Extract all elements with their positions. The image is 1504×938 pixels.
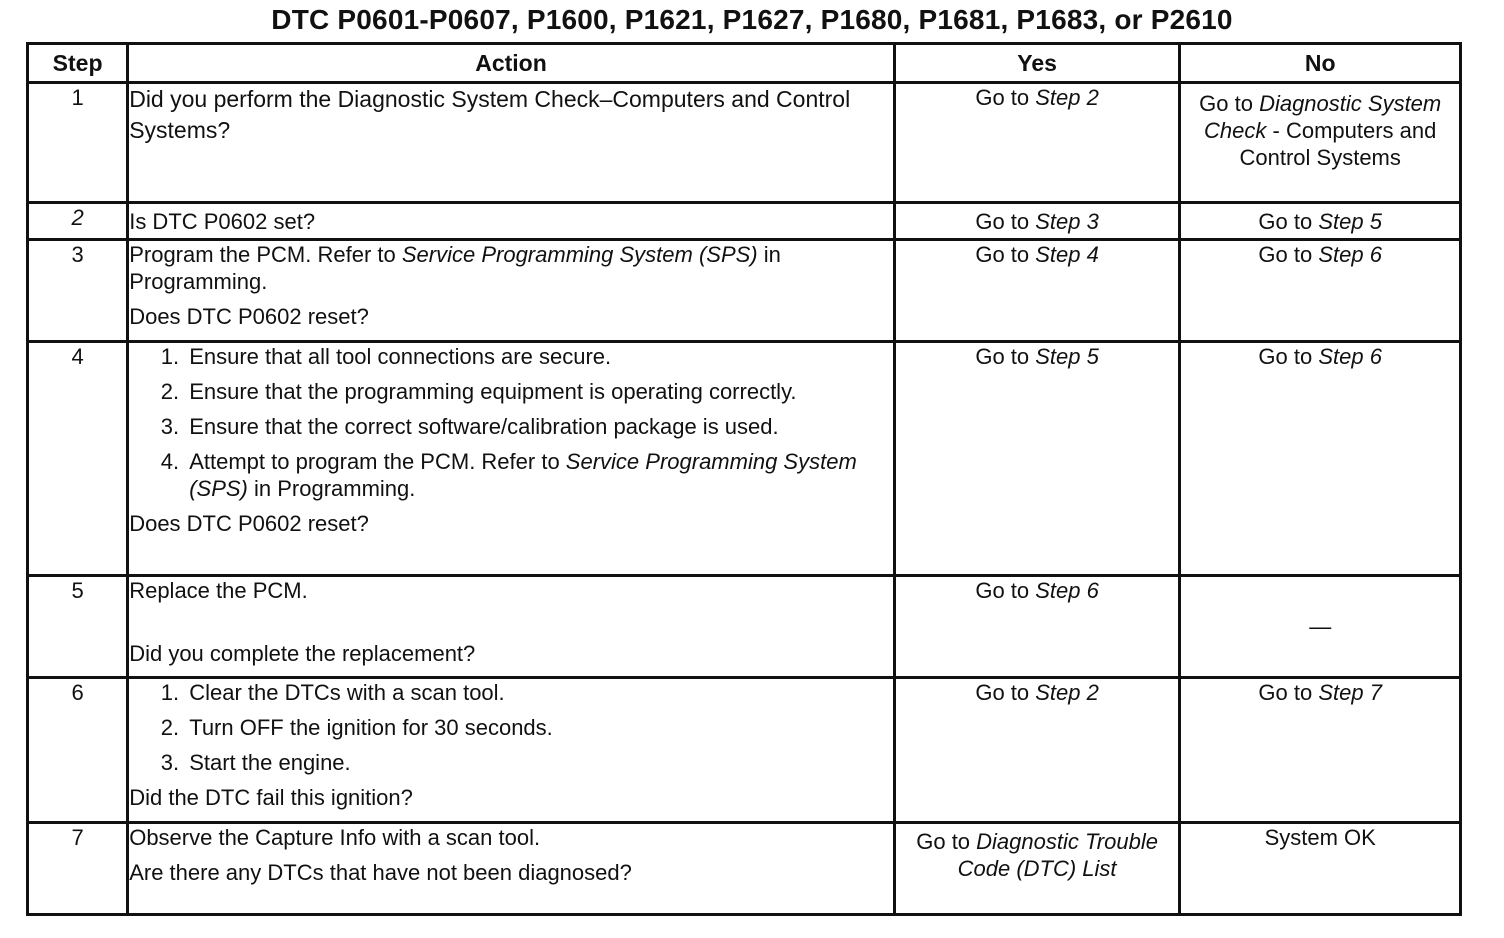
instruction-text: in Programming. <box>129 242 781 294</box>
action-question: Are there any DTCs that have not been diagnosed? <box>129 860 632 885</box>
no-cell <box>1180 823 1461 915</box>
no-value: System OK <box>1264 825 1376 850</box>
yes-cell <box>894 576 1180 678</box>
table-row <box>28 203 1461 240</box>
table-row <box>28 678 1461 823</box>
yes-link[interactable]: Diagnostic Trouble Code (DTC) List <box>957 829 1158 881</box>
no-cell <box>1180 240 1461 342</box>
yes-link[interactable]: Step 3 <box>1035 208 1099 234</box>
procedure-list <box>129 343 893 502</box>
no-prefix: Go to <box>1258 208 1319 234</box>
table-row <box>28 823 1461 915</box>
step-number: 5 <box>28 576 128 678</box>
action-question: Does DTC P0602 reset? <box>129 511 369 536</box>
list-item: 2. Turn OFF the ignition for 30 seconds. <box>185 714 893 741</box>
action-instruction <box>129 241 893 295</box>
instruction-text: Attempt to program the PCM. Refer to <box>189 449 566 474</box>
yes-cell <box>894 342 1180 576</box>
list-item <box>185 448 893 502</box>
action-cell <box>128 83 895 203</box>
no-link[interactable]: Diagnostic System Check <box>1204 91 1442 143</box>
action-cell <box>128 203 895 240</box>
no-cell <box>1180 203 1461 240</box>
header-row <box>28 44 1461 83</box>
no-link[interactable]: Step 6 <box>1318 344 1382 369</box>
no-cell <box>1180 576 1461 678</box>
yes-prefix: Go to <box>975 578 1036 603</box>
yes-link[interactable]: Step 2 <box>1035 85 1099 110</box>
no-suffix: - Computers and Control Systems <box>1239 118 1437 170</box>
yes-cell <box>894 678 1180 823</box>
list-item: 1. Clear the DTCs with a scan tool. <box>185 679 893 706</box>
yes-prefix: Go to <box>916 829 977 854</box>
action-cell <box>128 342 895 576</box>
action-question: Did the DTC fail this ignition? <box>129 785 413 810</box>
instruction-text: Program the PCM. Refer to <box>129 242 402 267</box>
no-link[interactable]: Step 5 <box>1318 208 1382 234</box>
yes-cell <box>894 823 1180 915</box>
list-item: 1. Ensure that all tool connections are secure. <box>185 343 893 370</box>
yes-cell <box>894 83 1180 203</box>
action-question: Is DTC P0602 set? <box>129 208 316 234</box>
yes-cell <box>894 240 1180 342</box>
action-cell <box>128 823 895 915</box>
action-instruction: Observe the Capture Info with a scan tool. <box>129 825 541 850</box>
step-number: 7 <box>28 823 128 915</box>
list-item: 2. Ensure that the programming equipment is operating correctly. <box>185 378 893 405</box>
no-prefix: Go to <box>1258 680 1319 705</box>
action-cell <box>128 576 895 678</box>
yes-link[interactable]: Step 2 <box>1035 680 1099 705</box>
table-row <box>28 342 1461 576</box>
step-number: 1 <box>28 83 128 203</box>
instruction-text: in Programming. <box>247 476 416 501</box>
document-title: DTC P0601-P0607, P1600, P1621, P1627, P1680, P1681, P1683, or P2610 <box>271 4 1233 35</box>
no-prefix: Go to <box>1258 242 1319 267</box>
sps-link[interactable]: Service Programming System (SPS) <box>189 449 857 501</box>
table-row <box>28 83 1461 203</box>
table-row <box>28 240 1461 342</box>
yes-link[interactable]: Step 4 <box>1035 242 1099 267</box>
action-instruction: Replace the PCM. <box>129 578 308 603</box>
yes-cell <box>894 203 1180 240</box>
list-item: 3. Ensure that the correct software/calibration package is used. <box>185 413 893 440</box>
action-question: Did you perform the Diagnostic System Check–Computers and Control Systems? <box>129 86 851 143</box>
yes-prefix: Go to <box>975 85 1036 110</box>
sps-link[interactable]: Service Programming System (SPS) <box>401 242 758 267</box>
step-number: 4 <box>28 342 128 576</box>
action-question: Did you complete the replacement? <box>129 641 476 666</box>
action-question: Does DTC P0602 reset? <box>129 304 369 329</box>
yes-prefix: Go to <box>975 680 1036 705</box>
step-number: 2 <box>28 203 128 240</box>
yes-prefix: Go to <box>975 242 1036 267</box>
step-number: 3 <box>28 240 128 342</box>
step-number: 6 <box>28 678 128 823</box>
procedure-list <box>129 679 893 776</box>
diagnostic-table <box>26 42 1462 916</box>
no-prefix: Go to <box>1258 344 1319 369</box>
header-no: No <box>1180 44 1461 83</box>
action-cell <box>128 240 895 342</box>
table-row <box>28 576 1461 678</box>
yes-link[interactable]: Step 5 <box>1035 344 1099 369</box>
list-item: 3. Start the engine. <box>185 749 893 776</box>
no-link[interactable]: Step 7 <box>1318 680 1382 705</box>
action-cell <box>128 678 895 823</box>
no-link[interactable]: Step 6 <box>1318 242 1382 267</box>
header-step: Step <box>28 44 128 83</box>
header-yes: Yes <box>894 44 1180 83</box>
yes-link[interactable]: Step 6 <box>1035 578 1099 603</box>
no-prefix: Go to <box>1199 91 1260 116</box>
no-value: — <box>1309 614 1332 639</box>
no-cell <box>1180 678 1461 823</box>
yes-prefix: Go to <box>975 344 1036 369</box>
yes-prefix: Go to <box>975 208 1036 234</box>
no-cell <box>1180 342 1461 576</box>
header-action: Action <box>128 44 895 83</box>
no-cell <box>1180 83 1461 203</box>
